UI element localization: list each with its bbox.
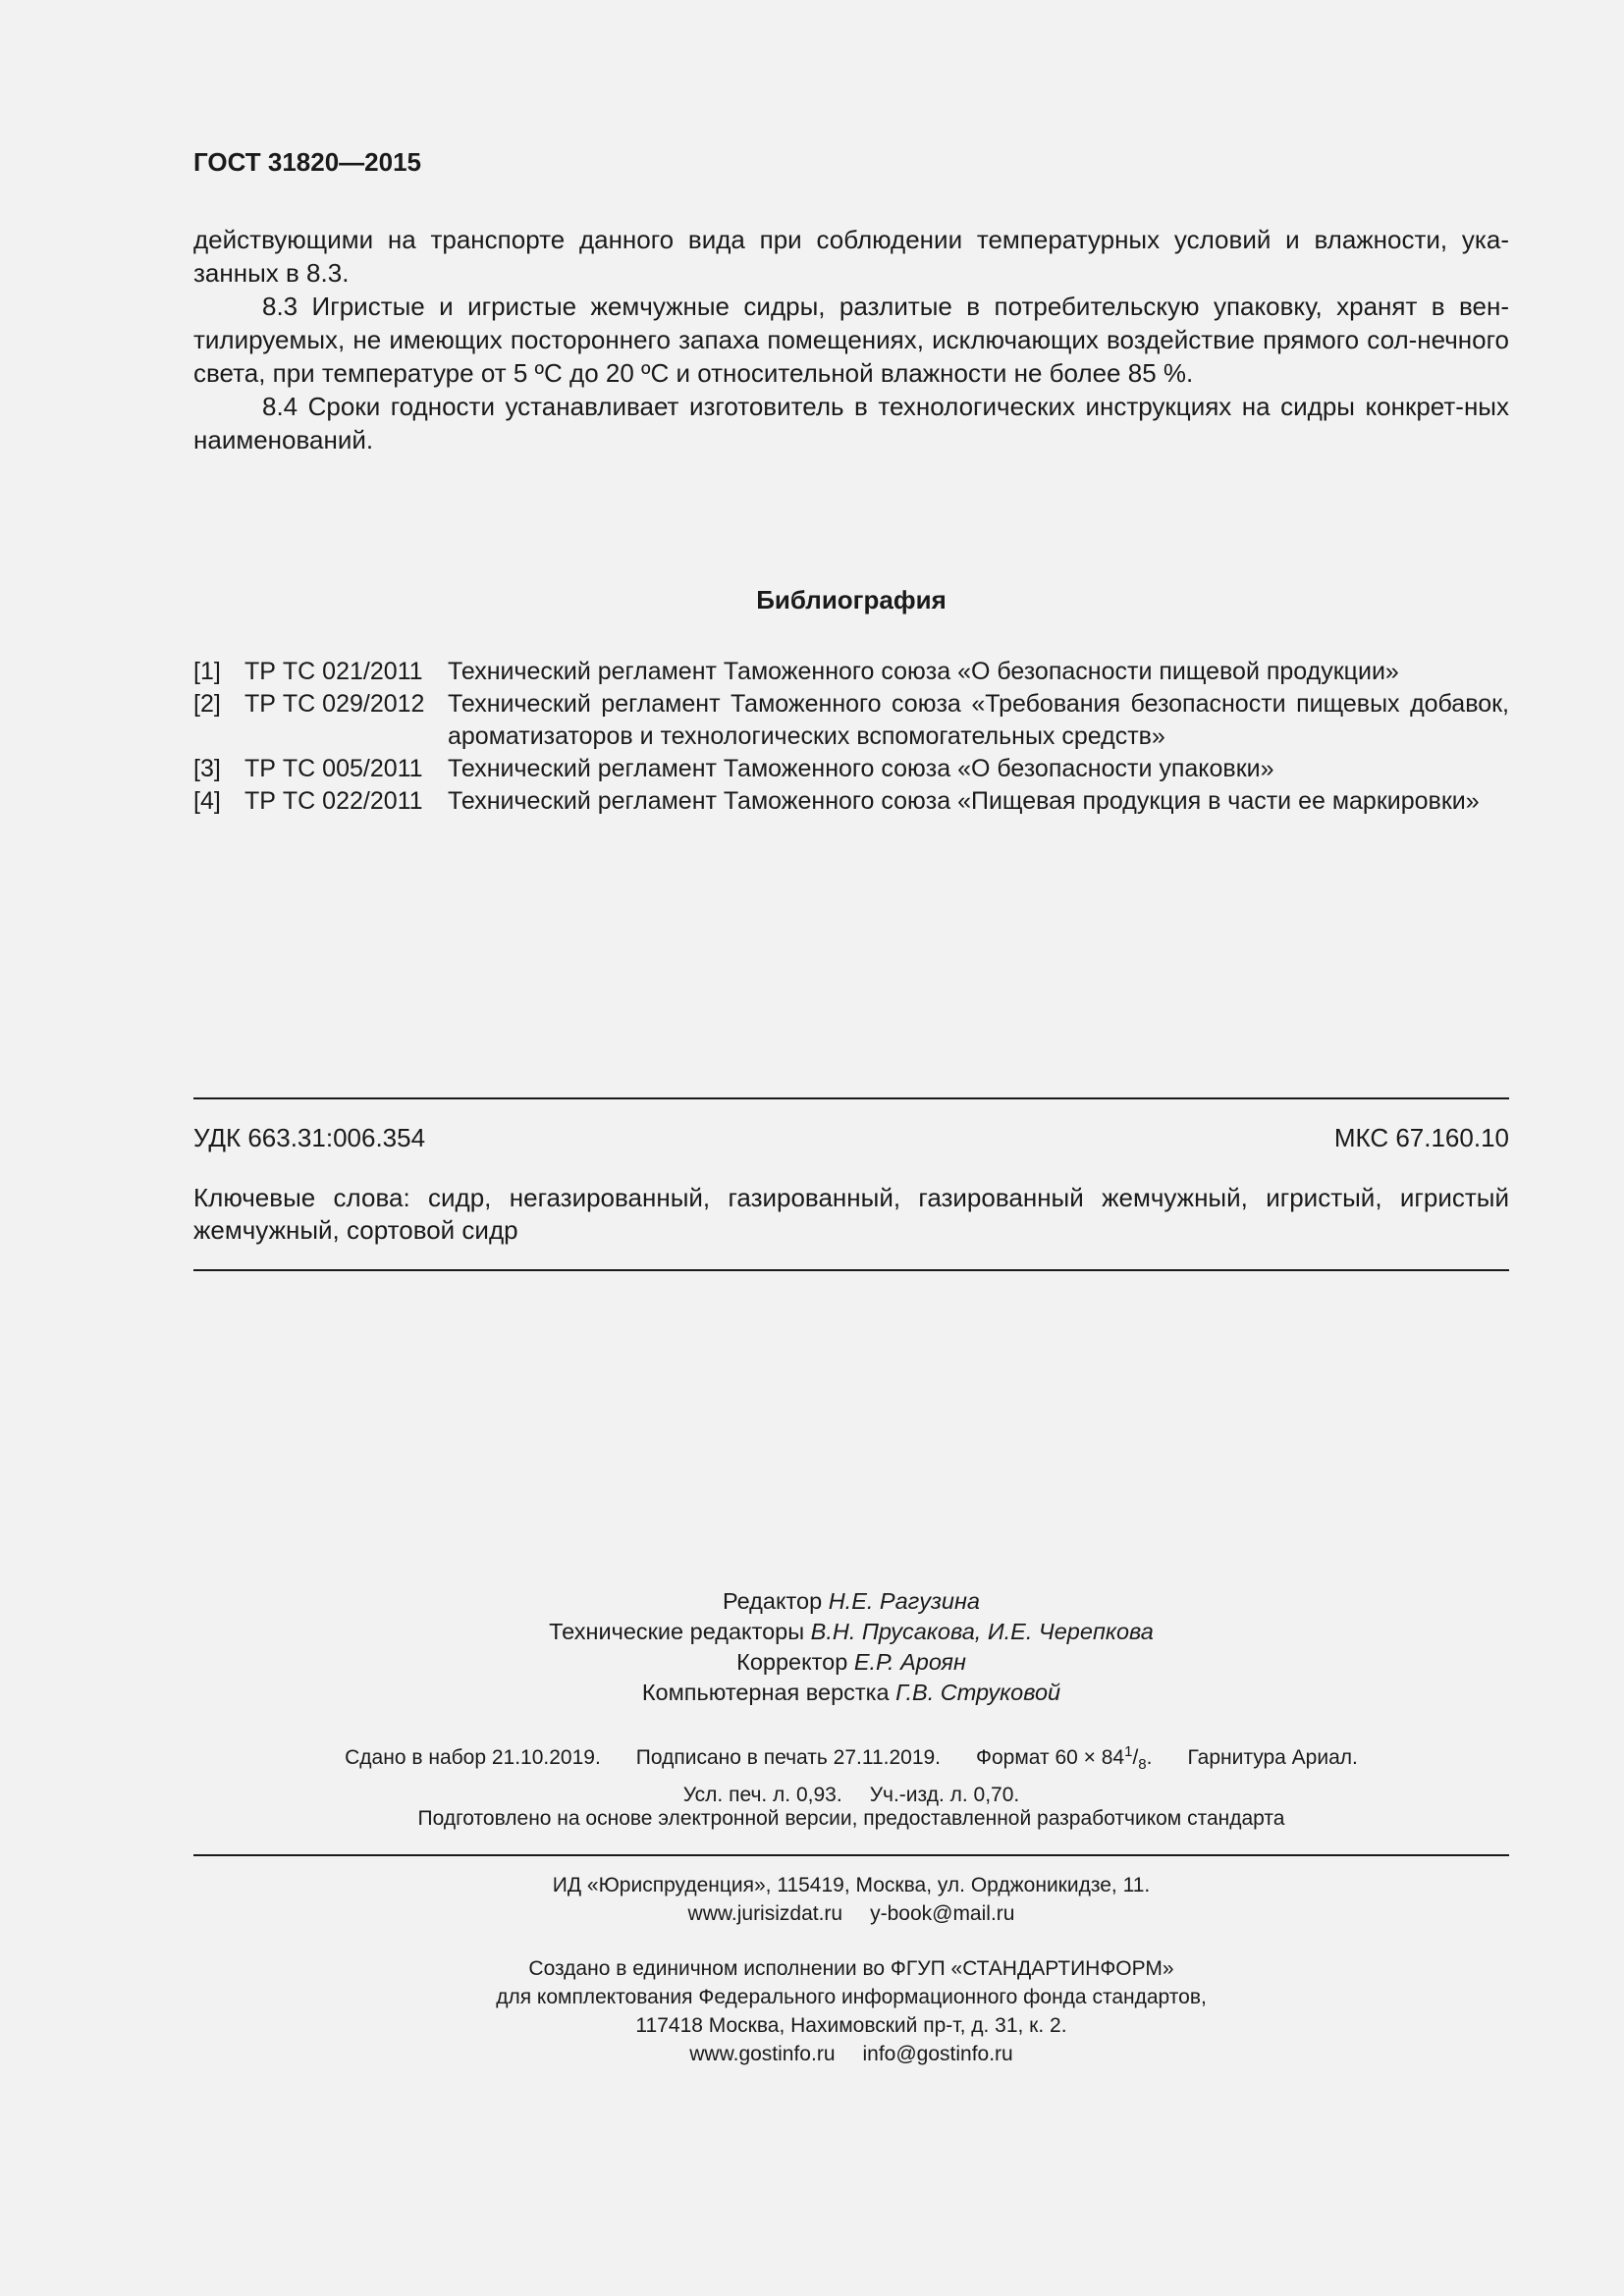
editor-name: Н.Е. Рагузина xyxy=(828,1588,980,1614)
format: Формат $60 \times 84^1/_8$. xyxy=(976,1743,1153,1774)
bibliography-item xyxy=(193,688,1509,753)
divider-publisher xyxy=(193,1854,1509,1856)
standard-header: ГОСТ 31820—2015 xyxy=(193,147,421,177)
tech-editors-label: Технические редакторы xyxy=(549,1619,805,1644)
created-block xyxy=(193,1954,1509,2068)
bibliography-item-code: ТР ТС 005/2011 xyxy=(244,755,423,782)
created-contacts xyxy=(193,2040,1509,2068)
publisher-contacts xyxy=(193,1899,1509,1928)
layout-name: Г.В. Струковой xyxy=(895,1680,1061,1705)
paragraph-continuation: действующими на транспорте данного вида при соблюдении температурных условий и влажности, ука-занных в 8.3. xyxy=(193,225,1509,288)
usl-pech: Усл. печ. л. 0,93. xyxy=(682,1784,842,1807)
corrector-label: Корректор xyxy=(736,1649,848,1675)
tech-editors-names: В.Н. Прусакова, И.Е. Черепкова xyxy=(810,1619,1154,1644)
bibliography-item-number: [3] xyxy=(193,755,221,782)
publisher-block xyxy=(193,1871,1509,1928)
bibliography-item-code: ТР ТС 029/2012 xyxy=(244,690,425,718)
publisher-site-link[interactable]: www.jurisizdat.ru xyxy=(687,1902,843,1925)
print-info-line-1 xyxy=(193,1736,1509,1780)
paragraph-8-4: 8.4 Сроки годности устанавливает изготовитель в технологических инструкциях на сидры конкрет-ных наименований. xyxy=(193,392,1509,454)
bibliography-item-description: Технический регламент Таможенного союза «О безопасности пищевой продукции» xyxy=(448,658,1399,685)
corrector-name: Е.Р. Ароян xyxy=(853,1649,966,1675)
created-line-1: Создано в единичном исполнении во ФГУП «СТАНДАРТИНФОРМ» xyxy=(528,1957,1174,1980)
bibliography-item-number: [4] xyxy=(193,787,221,815)
print-info xyxy=(193,1736,1509,1810)
created-line-3: 117418 Москва, Нахимовский пр-т, д. 31, к. 2. xyxy=(635,2014,1067,2037)
credits-block xyxy=(193,1586,1509,1708)
tech-editors-line xyxy=(193,1617,1509,1647)
gostinfo-email-link[interactable]: info@gostinfo.ru xyxy=(862,2043,1013,2065)
layout-line xyxy=(193,1678,1509,1708)
udk-code: УДК 663.31:006.354 xyxy=(193,1123,426,1152)
classification-row xyxy=(193,1123,1509,1153)
publisher-address: ИД «Юриспруденция», 115419, Москва, ул. Орджоникидзе, 11. xyxy=(552,1874,1151,1896)
corrector-line xyxy=(193,1647,1509,1678)
keywords: Ключевые слова: сидр, негазированный, газированный, газированный жемчужный, игристый, игристый жемчужный, сортовой сидр xyxy=(193,1183,1509,1245)
mks-code: МКС 67.160.10 xyxy=(1333,1123,1509,1152)
print-info-line-2 xyxy=(193,1780,1509,1810)
bibliography-title: Библиография xyxy=(756,585,947,614)
created-line-2: для комплектования Федерального информационного фонда стандартов, xyxy=(496,1986,1207,2008)
prepared-note: Подготовлено на основе электронной версии, предоставленной разработчиком стандарта xyxy=(417,1807,1285,1830)
bibliography-item-code: ТР ТС 022/2011 xyxy=(244,787,423,815)
bibliography-item-code: ТР ТС 021/2011 xyxy=(244,658,423,685)
body-text xyxy=(193,223,1509,456)
uch-izd: Уч.-изд. л. 0,70. xyxy=(869,1784,1020,1807)
bibliography-item-description: Технический регламент Таможенного союза «О безопасности упаковки» xyxy=(448,755,1274,782)
publisher-email-link[interactable]: y-book@mail.ru xyxy=(870,1902,1015,1925)
typeset-date: Сдано в набор 21.10.2019. xyxy=(345,1746,601,1769)
layout-label: Компьютерная верстка xyxy=(641,1680,890,1705)
gostinfo-site-link[interactable]: www.gostinfo.ru xyxy=(689,2043,836,2065)
editor-line xyxy=(193,1586,1509,1617)
bibliography-item xyxy=(193,656,1509,688)
bibliography-item-number: [1] xyxy=(193,658,221,685)
bibliography-item xyxy=(193,785,1509,818)
bibliography-list xyxy=(193,656,1509,818)
bibliography-item-description: Технический регламент Таможенного союза «Требования безопасности пищевых добавок, ароматизаторов и технологических вспомогательных средств» xyxy=(448,690,1509,750)
bibliography-item-description: Технический регламент Таможенного союза «Пищевая продукция в части ее маркировки» xyxy=(448,787,1480,815)
divider-bottom xyxy=(193,1269,1509,1271)
signed-date: Подписано в печать 27.11.2019. xyxy=(635,1746,942,1769)
editor-label: Редактор xyxy=(722,1588,823,1614)
bibliography-item-number: [2] xyxy=(193,690,221,718)
typeface: Гарнитура Ариал. xyxy=(1187,1746,1358,1769)
paragraph-8-3: 8.3 Игристые и игристые жемчужные сидры, разлитые в потребительскую упаковку, хранят в вен-тилируемых, не имеющих постороннего запаха помещениях, исключающих воздействие прямого сол-нечного света, при температуре от 5 ºС до 20 ºС и относительной влажности не более 85 %. xyxy=(193,292,1509,388)
bibliography-item xyxy=(193,753,1509,785)
divider-top xyxy=(193,1097,1509,1099)
